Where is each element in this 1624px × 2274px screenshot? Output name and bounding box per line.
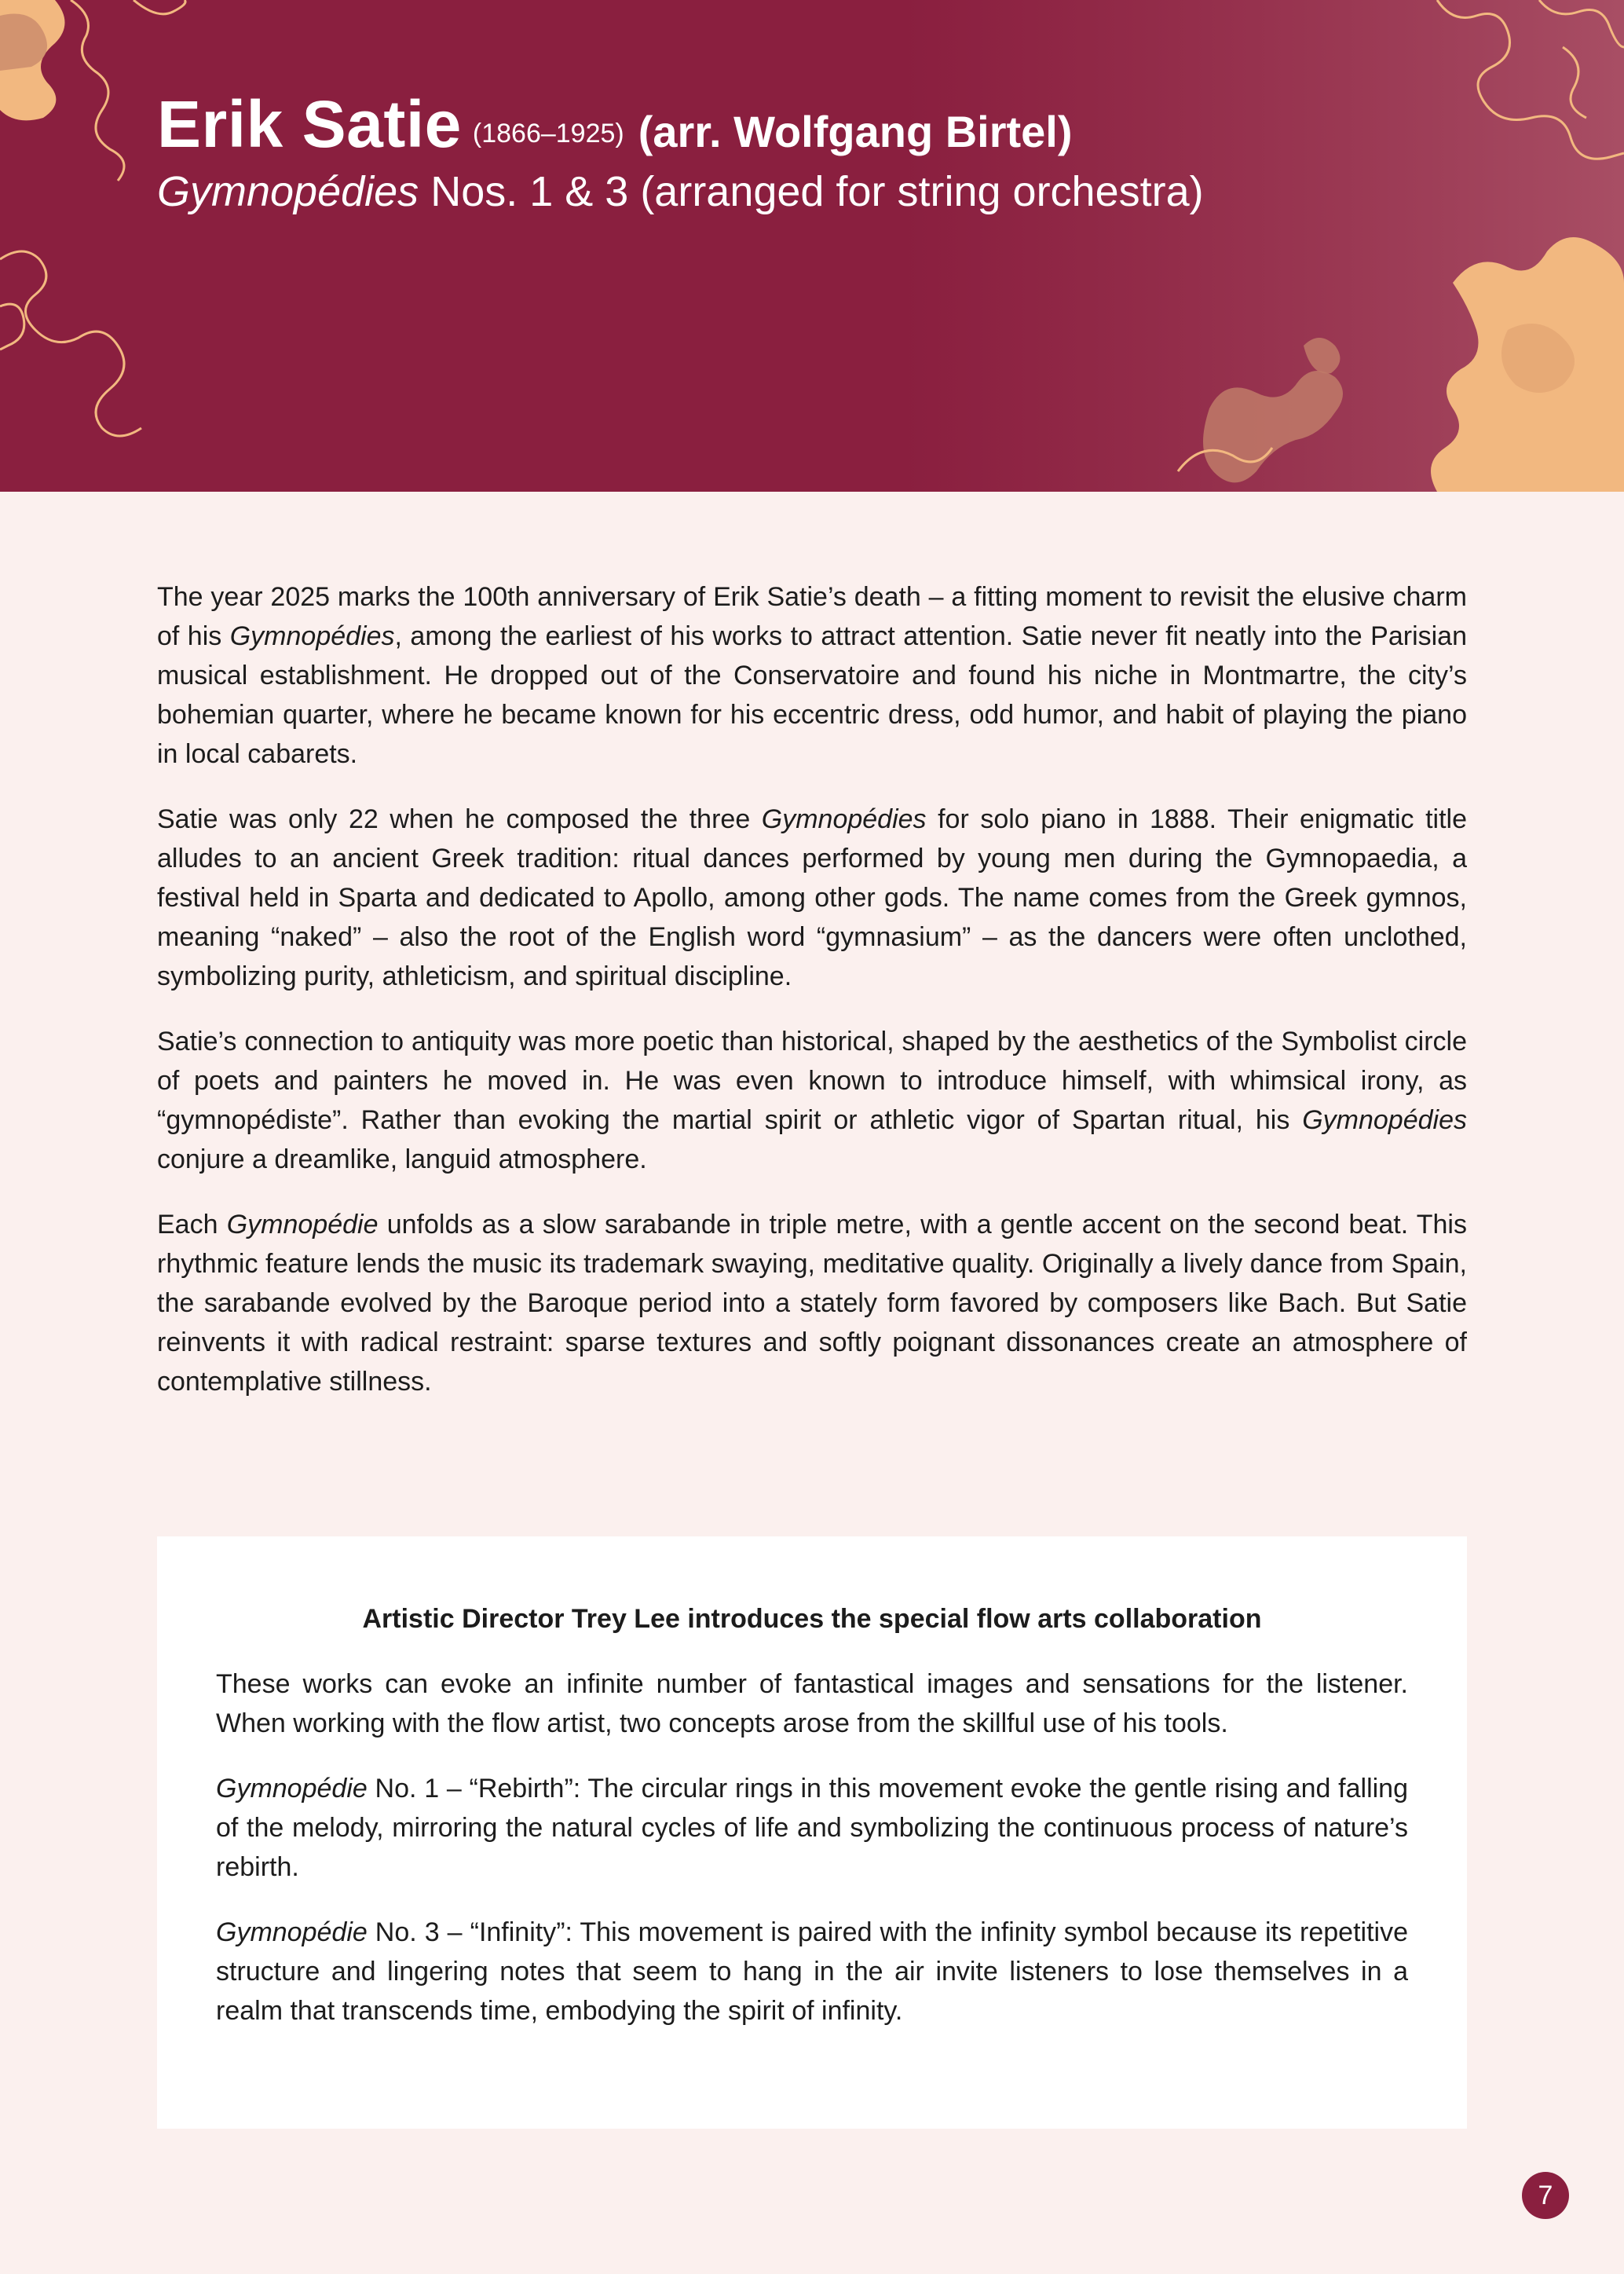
sidebar-box xyxy=(157,1536,1467,2129)
composer-name: Erik Satie xyxy=(157,87,462,161)
paragraph-4-text-a: Each xyxy=(157,1210,227,1240)
box-paragraph-2 xyxy=(216,1769,1408,1887)
box-paragraph-2-italic: Gymnopédie xyxy=(216,1774,368,1803)
header-banner xyxy=(0,0,1624,492)
paragraph-3 xyxy=(157,1022,1467,1179)
paragraph-3-text-a: Satie’s connection to antiquity was more poetic than historical, shaped by the aesthetics of the Symbolist circle of poets and painters he moved in. He was even known to introduce himself, with whimsical irony, as “gymnopédiste”. Rather than evoking the martial spirit or athletic vigor of Spartan ritual, his xyxy=(157,1027,1467,1135)
paragraph-2 xyxy=(157,800,1467,996)
article-body xyxy=(157,577,1467,1427)
paragraph-1-text-a: The year 2025 marks the 100th anniversary of Erik Satie’s death – a fitting moment to revisit the elusive charm of his xyxy=(157,582,1467,651)
box-paragraph-3 xyxy=(216,1913,1408,2030)
work-title-italic: Gymnopédies xyxy=(157,168,419,215)
paragraph-3-italic: Gymnopédies xyxy=(1302,1105,1467,1135)
arranger: (arr. Wolfgang Birtel) xyxy=(638,107,1073,156)
decorative-pattern xyxy=(0,0,1624,492)
work-title xyxy=(157,167,1204,216)
box-heading: Artistic Director Trey Lee introduces the special flow arts collaboration xyxy=(362,1604,1262,1634)
paragraph-4-italic: Gymnopédie xyxy=(226,1210,379,1240)
composer-dates: (1866–1925) xyxy=(472,119,624,148)
paragraph-1-italic: Gymnopédies xyxy=(229,621,395,651)
paragraph-1 xyxy=(157,577,1467,774)
paragraph-1-text-b: , among the earliest of his works to attract attention. Satie never fit neatly into the Parisian musical establishment. He dropped out of the Conservatoire and found his niche in Montmartre, the city’s bohemian quarter, where he became known for his eccentric dress, odd humor, and habit of playing the piano in local cabarets. xyxy=(157,621,1468,769)
paragraph-2-text-a: Satie was only 22 when he composed the three xyxy=(157,804,762,834)
box-paragraph-3-text: No. 3 – “Infinity”: This movement is paired with the infinity symbol because its repetitive structure and lingering notes that seem to hang in the air invite listeners to lose themselves in a realm that transcends time, embodying the spirit of infinity. xyxy=(216,1917,1408,2026)
box-paragraph-2-text: No. 1 – “Rebirth”: The circular rings in this movement evoke the gentle rising and falling of the melody, mirroring the natural cycles of life and symbolizing the continuous process of nature’s rebirth. xyxy=(216,1774,1408,1882)
box-paragraph-3-italic: Gymnopédie xyxy=(216,1917,368,1947)
box-paragraph-1: These works can evoke an infinite number of fantastical images and sensations for the listener. When working with the flow artist, two concepts arose from the skillful use of his tools. xyxy=(216,1669,1408,1738)
work-title-rest: Nos. 1 & 3 (arranged for string orchestra) xyxy=(419,168,1204,215)
paragraph-2-italic: Gymnopédies xyxy=(761,804,927,834)
page-number: 7 xyxy=(1522,2172,1569,2219)
paragraph-2-text-b: for solo piano in 1888. Their enigmatic title alludes to an ancient Greek tradition: ritual dances performed by young men during the Gymnopaedia, a festival held in Sparta and dedicated to Apollo, among other gods. The name comes from the Greek gymnos, meaning “naked” – also the root of the English word “gymnasium” – as the dancers were often unclothed, symbolizing purity, athleticism, and spiritual discipline. xyxy=(157,804,1467,991)
paragraph-4-text-b: unfolds as a slow sarabande in triple metre, with a gentle accent on the second beat. This rhythmic feature lends the music its trademark swaying, meditative quality. Originally a lively dance from Spain, the sarabande evolved by the Baroque period into a stately form favored by composers like Bach. But Satie reinvents it with radical restraint: sparse textures and softly poignant dissonances create an atmosphere of contemplative stillness. xyxy=(157,1210,1467,1397)
title-block xyxy=(157,86,1204,216)
paragraph-3-text-b: conjure a dreamlike, languid atmosphere. xyxy=(157,1144,647,1174)
paragraph-4 xyxy=(157,1205,1467,1401)
